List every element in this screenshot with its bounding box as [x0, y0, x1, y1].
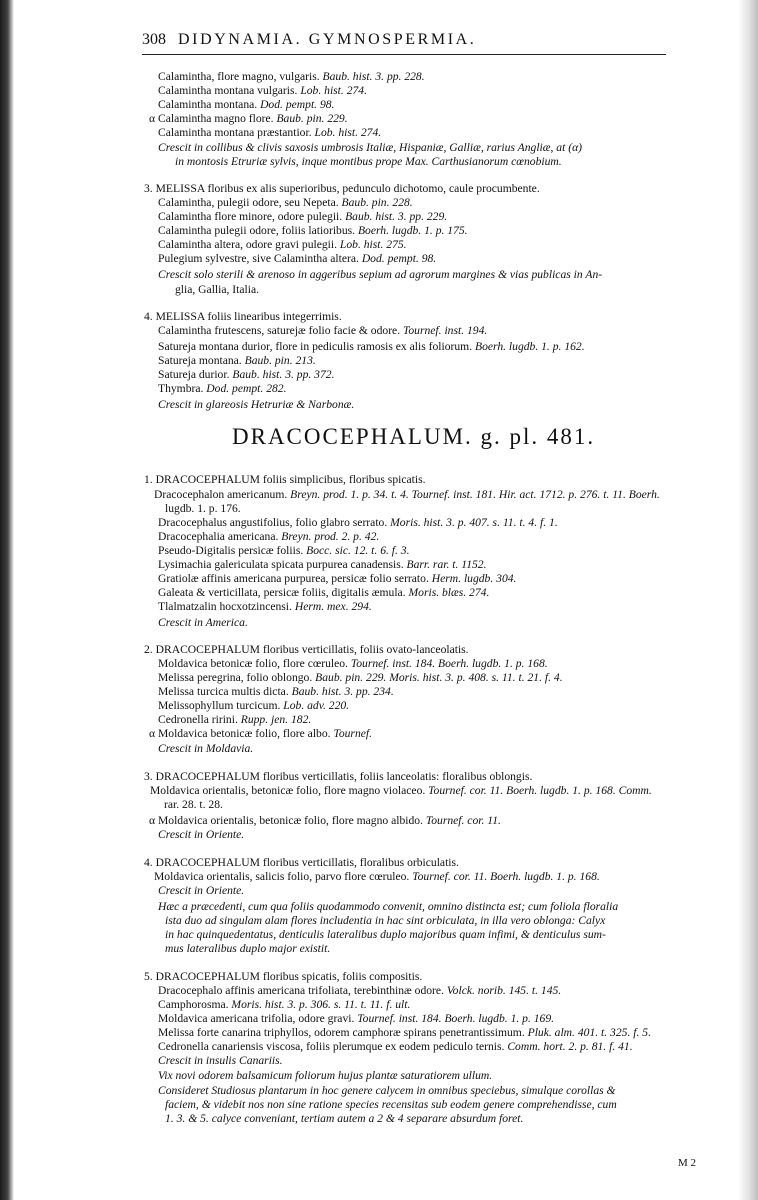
text-line: ista duo ad singulam alam flores includentia in hac sint orbiculata, in illa vero oblonga: Calyx — [165, 914, 606, 927]
text-line: Dracocephalia americana. Breyn. prod. 2. p. 42. — [158, 530, 380, 543]
text-line: Calamintha montana. Dod. pempt. 98. — [158, 98, 335, 111]
text-line: in montosis Etruriæ sylvis, inque montibus prope Max. Carthusianorum cœnobium. — [175, 155, 562, 168]
text-line: Camphorosma. Moris. hist. 3. p. 306. s. 11. t. 11. f. ult. — [158, 998, 411, 1011]
text-line: Calamintha montana præstantior. Lob. hist. 274. — [158, 126, 382, 139]
text-line: rar. 28. t. 28. — [164, 798, 223, 811]
text-line: Crescit in Oriente. — [158, 884, 245, 897]
text-line: Thymbra. Dod. pempt. 282. — [158, 382, 287, 395]
text-line: α Calamintha magno flore. Baub. pin. 229. — [149, 112, 348, 125]
text-line: Crescit in glareosis Hetruriæ & Narbonæ. — [158, 398, 355, 411]
running-title: DIDYNAMIA. GYMNOSPERMIA. — [178, 31, 477, 48]
book-spine-shadow — [0, 0, 14, 1200]
text-line: 3. DRACOCEPHALUM floribus verticillatis, foliis lanceolatis: floralibus oblongis. — [144, 770, 533, 783]
text-line: Crescit in Moldavia. — [158, 742, 254, 755]
text-line: Crescit in collibus & clivis saxosis umbrosis Italiæ, Hispaniæ, Galliæ, rarius Angliæ, at (α) — [158, 141, 583, 154]
text-line: Dracocephalus angustifolius, folio glabro serrato. Moris. hist. 3. p. 407. s. 11. t. 4. f. 1. — [158, 516, 558, 529]
text-line: Melissa peregrina, folio oblongo. Baub. pin. 229. Moris. hist. 3. p. 408. s. 11. t. 21. f. 4. — [158, 671, 563, 684]
text-line: 5. DRACOCEPHALUM floribus spicatis, foliis compositis. — [144, 970, 423, 983]
text-line: 2. DRACOCEPHALUM floribus verticillatis, foliis ovato-lanceolatis. — [144, 643, 469, 656]
text-line: Tlalmatzalin hocxotzincensi. Herm. mex. 294. — [158, 600, 372, 613]
text-line: 4. MELISSA foliis linearibus integerrimis. — [144, 310, 342, 323]
text-line: Vix novi odorem balsamicum foliorum hujus plantæ saturatiorem ullum. — [158, 1069, 493, 1082]
text-line: Calamintha flore minore, odore pulegii. Baub. hist. 3. pp. 229. — [158, 210, 448, 223]
text-line: Melissa turcica multis dicta. Baub. hist. 3. pp. 234. — [158, 685, 394, 698]
text-line: Dracocephalo affinis americana trifoliata, terebinthinæ odore. Volck. norib. 145. t. 145. — [158, 984, 562, 997]
text-line: Pseudo-Digitalis persicæ foliis. Bocc. sic. 12. t. 6. f. 3. — [158, 544, 410, 557]
text-line: Calamintha altera, odore gravi pulegii. Lob. hist. 275. — [158, 238, 407, 251]
text-line: faciem, & videbit nos non sine ratione species recensitas sub eodem genere comprehendisse, cum — [165, 1098, 617, 1111]
text-line: Crescit in Oriente. — [158, 828, 245, 841]
text-line: Moldavica orientalis, salicis folio, parvo flore cœruleo. Tournef. cor. 11. Boerh. lugdb. 1. p. 168. — [154, 870, 600, 883]
text-line: α Moldavica betonicæ folio, flore albo. Tournef. — [149, 727, 373, 740]
text-line: Moldavica orientalis, betonicæ folio, flore magno violaceo. Tournef. cor. 11. Boerh. lugdb. 1. p. 168. Comm. — [150, 784, 652, 797]
text-line: Galeata & verticillata, persicæ foliis, digitalis æmula. Moris. blæs. 274. — [158, 586, 490, 599]
text-line: Calamintha frutescens, saturejæ folio facie & odore. Tournef. inst. 194. — [158, 324, 488, 337]
text-line: Calamintha pulegii odore, foliis latioribus. Boerh. lugdb. 1. p. 175. — [158, 224, 468, 237]
text-line: mus lateralibus duplo major existit. — [165, 942, 331, 955]
text-line: Calamintha, flore magno, vulgaris. Baub. hist. 3. pp. 228. — [158, 70, 425, 83]
text-line: Crescit in insulis Canariis. — [158, 1054, 283, 1067]
text-line: Satureja montana. Baub. pin. 213. — [158, 354, 316, 367]
text-line: Consideret Studiosus plantarum in hoc genere calycem in omnibus speciebus, simulque corollas & — [158, 1084, 616, 1097]
text-line: Moldavica betonicæ folio, flore cœruleo. Tournef. inst. 184. Boerh. lugdb. 1. p. 168. — [158, 657, 548, 670]
text-line: lugdb. 1. p. 176. — [165, 502, 241, 515]
header-rule — [142, 54, 666, 55]
text-line: Crescit solo sterili & arenoso in aggeribus sepium ad agrorum margines & vias publicas in An- — [158, 268, 603, 281]
text-line: Crescit in America. — [158, 616, 248, 629]
text-line: in hac quinquedentatus, denticulis lateralibus duplo majoribus quam infimi, & denticulus sum- — [165, 928, 606, 941]
text-line: Cedronella canariensis viscosa, foliis plerumque ex eodem pediculo ternis. Comm. hort. 2. p. 81. f. 41. — [158, 1040, 633, 1053]
page-number: 308 — [142, 31, 166, 48]
signature-mark: M 2 — [678, 1157, 697, 1169]
genus-title: DRACOCEPHALUM. g. pl. 481. — [232, 424, 596, 449]
text-line: Satureja durior. Baub. hist. 3. pp. 372. — [158, 368, 335, 381]
text-line: Moldavica americana trifolia, odore gravi. Tournef. inst. 184. Boerh. lugdb. 1. p. 169. — [158, 1012, 555, 1025]
text-line: glia, Gallia, Italia. — [175, 283, 260, 296]
text-line: Hæc a præcedenti, cum qua foliis quodammodo convenit, omnino distincta est; cum foliola floralia — [158, 900, 619, 913]
text-line: α Moldavica orientalis, betonicæ folio, flore magno albido. Tournef. cor. 11. — [149, 814, 501, 827]
text-line: Satureja montana durior, flore in pediculis ramosis ex alis foliorum. Boerh. lugdb. 1. p. 162. — [158, 340, 585, 353]
text-line: Calamintha, pulegii odore, seu Nepeta. Baub. pin. 228. — [158, 196, 413, 209]
page-edge-shadow — [738, 0, 758, 1200]
text-line: Melissa forte canarina triphyllos, odorem camphoræ spirans penetrantissimum. Pluk. alm. 401. t. 325. f. 5. — [158, 1026, 651, 1039]
text-line: 1. 3. & 5. calyce conveniant, tertiam autem a 2 & 4 separare absurdum foret. — [165, 1112, 524, 1125]
text-line: Melissophyllum turcicum. Lob. adv. 220. — [158, 699, 350, 712]
text-line: Pulegium sylvestre, sive Calamintha altera. Dod. pempt. 98. — [158, 252, 437, 265]
text-line: Dracocephalon americanum. Breyn. prod. 1. p. 34. t. 4. Tournef. inst. 181. Hir. act. 1712. p. 276. t. 11. Boerh. — [154, 488, 660, 501]
text-line: Cedronella ririni. Rupp. jen. 182. — [158, 713, 312, 726]
text-line: Gratiolæ affinis americana purpurea, persicæ folio serrato. Herm. lugdb. 304. — [158, 572, 517, 585]
text-line: Calamintha montana vulgaris. Lob. hist. 274. — [158, 84, 367, 97]
text-line: 3. MELISSA floribus ex alis superioribus, pedunculo dichotomo, caule procumbente. — [144, 182, 540, 195]
page-header — [142, 31, 666, 55]
text-line: 1. DRACOCEPHALUM foliis simplicibus, floribus spicatis. — [144, 473, 426, 486]
text-line: Lysimachia galericulata spicata purpurea canadensis. Barr. rar. t. 1152. — [158, 558, 487, 571]
text-line: 4. DRACOCEPHALUM floribus verticillatis, floralibus orbiculatis. — [144, 856, 459, 869]
